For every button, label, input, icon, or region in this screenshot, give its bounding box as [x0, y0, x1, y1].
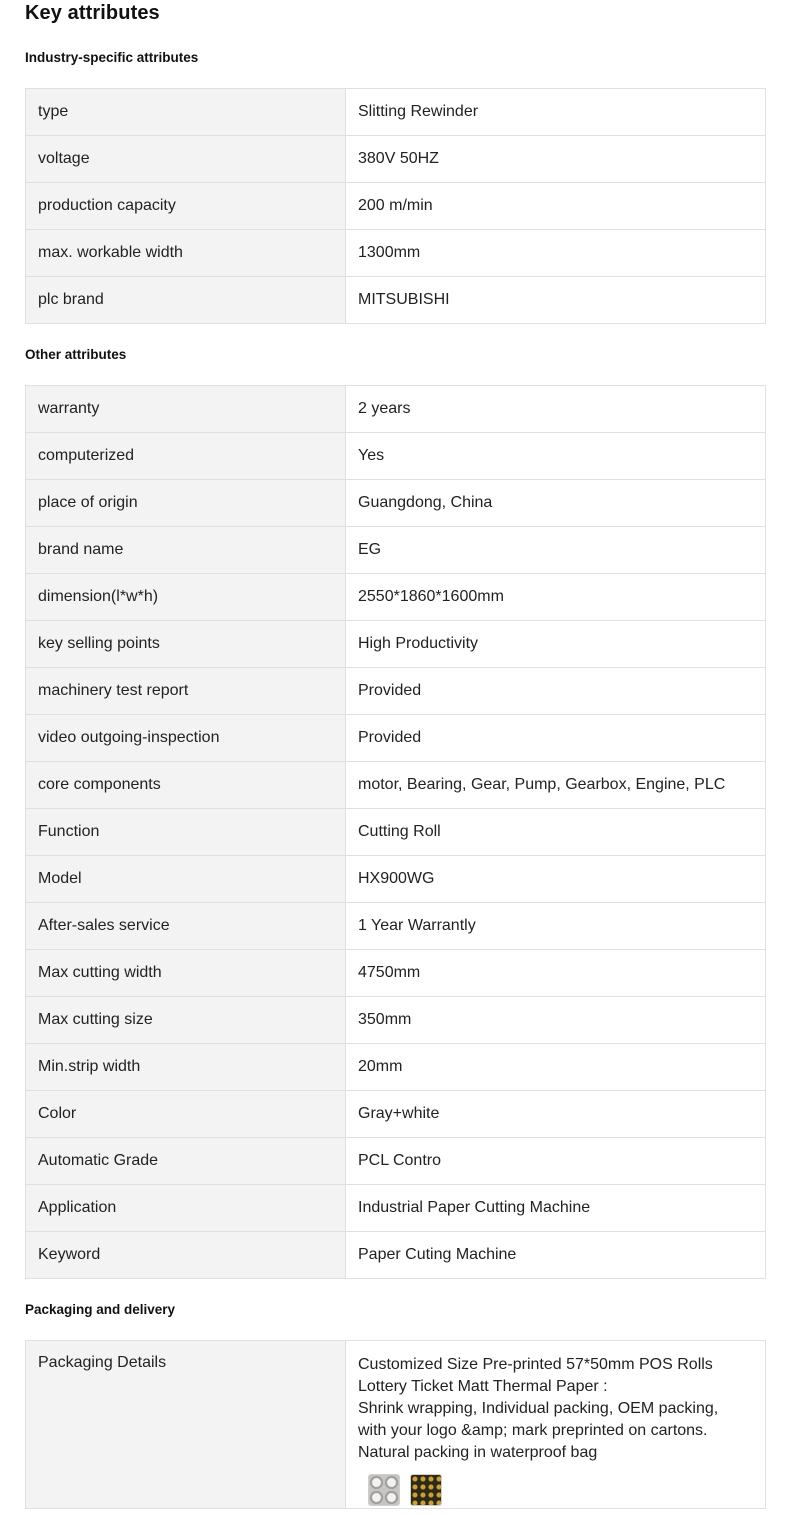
table-row	[26, 386, 766, 433]
attribute-key: warranty	[26, 386, 346, 433]
attribute-key: dimension(l*w*h)	[26, 574, 346, 621]
attribute-key: place of origin	[26, 480, 346, 527]
attribute-key: Function	[26, 809, 346, 856]
attribute-value: 2550*1860*1600mm	[346, 574, 766, 621]
industry-section-title: Industry-specific attributes	[25, 50, 199, 65]
attribute-key: brand name	[26, 527, 346, 574]
attribute-key: Min.strip width	[26, 1044, 346, 1091]
table-row	[26, 668, 766, 715]
attribute-key: core components	[26, 762, 346, 809]
attribute-value: Gray+white	[346, 1091, 766, 1138]
attribute-key: type	[26, 89, 346, 136]
attribute-value: 4750mm	[346, 950, 766, 997]
other-attributes-table	[25, 385, 766, 1279]
attribute-key: key selling points	[26, 621, 346, 668]
attribute-key: Automatic Grade	[26, 1138, 346, 1185]
attribute-key: Packaging Details	[26, 1341, 346, 1509]
table-row	[26, 997, 766, 1044]
table-row	[26, 433, 766, 480]
table-row	[26, 809, 766, 856]
table-row	[26, 903, 766, 950]
attribute-value: Paper Cuting Machine	[346, 1232, 766, 1279]
table-row	[26, 856, 766, 903]
attribute-key: Application	[26, 1185, 346, 1232]
packaging-table	[25, 1340, 766, 1509]
table-row	[26, 574, 766, 621]
attribute-value: 380V 50HZ	[346, 136, 766, 183]
attribute-key: Model	[26, 856, 346, 903]
table-row	[26, 1138, 766, 1185]
attribute-key: Color	[26, 1091, 346, 1138]
table-row	[26, 136, 766, 183]
attribute-value: Guangdong, China	[346, 480, 766, 527]
table-row	[26, 1044, 766, 1091]
table-row	[26, 715, 766, 762]
attribute-key: After-sales service	[26, 903, 346, 950]
brown-paper-rolls-thumbnail[interactable]	[410, 1474, 442, 1506]
attribute-value: MITSUBISHI	[346, 277, 766, 324]
attribute-value: 2 years	[346, 386, 766, 433]
white-paper-rolls-thumbnail[interactable]	[368, 1474, 400, 1506]
attribute-value: 1 Year Warrantly	[346, 903, 766, 950]
attribute-value: PCL Contro	[346, 1138, 766, 1185]
attribute-value: Provided	[346, 668, 766, 715]
attribute-value: 20mm	[346, 1044, 766, 1091]
packaging-line: Lottery Ticket Matt Thermal Paper :	[358, 1378, 608, 1395]
industry-attributes-table	[25, 88, 766, 324]
attribute-value: Yes	[346, 433, 766, 480]
packaging-details-cell	[346, 1341, 766, 1509]
table-row	[26, 480, 766, 527]
attribute-value: Industrial Paper Cutting Machine	[346, 1185, 766, 1232]
table-row	[26, 1091, 766, 1138]
table-row	[26, 762, 766, 809]
attribute-value: motor, Bearing, Gear, Pump, Gearbox, Engine, PLC	[346, 762, 766, 809]
packaging-thumbnails	[368, 1474, 753, 1506]
table-row	[26, 1185, 766, 1232]
attribute-value: 1300mm	[346, 230, 766, 277]
packaging-section-title: Packaging and delivery	[25, 1302, 176, 1317]
attribute-value: High Productivity	[346, 621, 766, 668]
attribute-key: Max cutting size	[26, 997, 346, 1044]
packaging-line: Shrink wrapping, Individual packing, OEM packing,	[358, 1400, 719, 1417]
packaging-details-text	[358, 1354, 753, 1464]
other-section-title: Other attributes	[25, 347, 127, 362]
attribute-key: video outgoing-inspection	[26, 715, 346, 762]
attribute-key: production capacity	[26, 183, 346, 230]
page-title: Key attributes	[25, 2, 160, 24]
table-row	[26, 527, 766, 574]
attribute-value: Slitting Rewinder	[346, 89, 766, 136]
attribute-value: Cutting Roll	[346, 809, 766, 856]
attribute-key: Keyword	[26, 1232, 346, 1279]
table-row	[26, 1341, 766, 1509]
table-row	[26, 621, 766, 668]
attribute-key: voltage	[26, 136, 346, 183]
table-row	[26, 950, 766, 997]
attribute-value: HX900WG	[346, 856, 766, 903]
attribute-key: computerized	[26, 433, 346, 480]
attribute-key: plc brand	[26, 277, 346, 324]
attribute-key: machinery test report	[26, 668, 346, 715]
packaging-line: with your logo &amp; mark preprinted on cartons.	[358, 1422, 708, 1439]
attribute-value: 200 m/min	[346, 183, 766, 230]
attribute-value: EG	[346, 527, 766, 574]
table-row	[26, 183, 766, 230]
table-row	[26, 89, 766, 136]
packaging-line: Natural packing in waterproof bag	[358, 1444, 598, 1461]
attribute-key: max. workable width	[26, 230, 346, 277]
packaging-line: Customized Size Pre-printed 57*50mm POS Rolls	[358, 1356, 713, 1373]
table-row	[26, 277, 766, 324]
attribute-value: Provided	[346, 715, 766, 762]
attribute-value: 350mm	[346, 997, 766, 1044]
table-row	[26, 1232, 766, 1279]
table-row	[26, 230, 766, 277]
attribute-key: Max cutting width	[26, 950, 346, 997]
